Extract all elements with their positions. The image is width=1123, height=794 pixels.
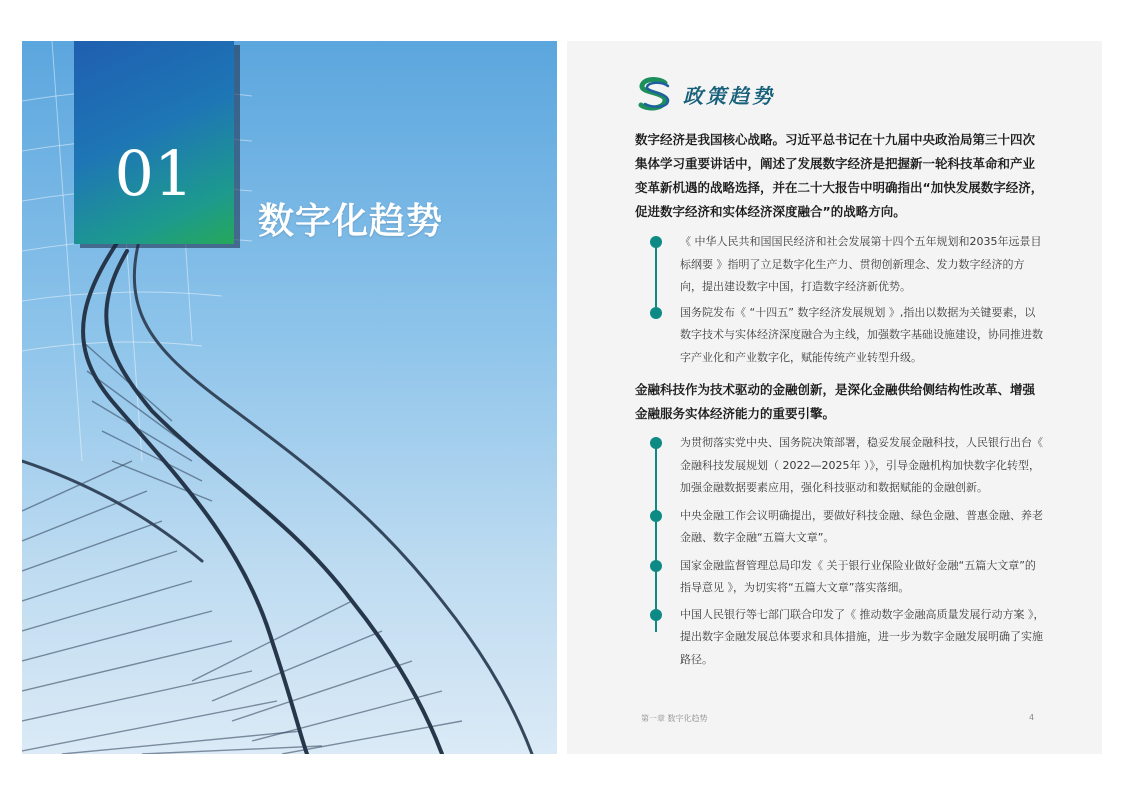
bullet-dot-icon [650, 510, 662, 522]
list-item [650, 555, 1045, 600]
policy-list [650, 231, 1045, 369]
bullet-dot-icon [650, 560, 662, 572]
list-item [650, 302, 1045, 370]
chapter-title: 数字化趋势 [258, 201, 444, 242]
fintech-paragraph: 金融科技作为技术驱动的金融创新，是深化金融供给侧结构性改革、增强金融服务实体经济能力的重要引擎。 [635, 382, 1036, 421]
fintech-list [650, 432, 1045, 671]
list-item [650, 604, 1045, 672]
list-item [650, 231, 1045, 299]
section-header [635, 77, 775, 111]
list-item-text: 《 中华人民共和国国民经济和社会发展第十四个五年规划和2035年远景目标纲要 》指明了立足数字化生产力、贯彻创新理念、发力数字经济的方向，提出建设数字中国，打造数字经济新优势。 [680, 235, 1042, 293]
bank-s-logo-icon [635, 77, 673, 111]
page-number: 4 [1029, 713, 1035, 722]
list-item-text: 为贯彻落实党中央、国务院决策部署，稳妥发展金融科技，人民银行出台《 金融科技发展规划（ 2022—2025年 ）》，引导金融机构加快数字化转型，加强金融数据要素应用，强化科技驱动和数据赋能的金融创新。 [680, 436, 1043, 494]
list-item [650, 505, 1045, 550]
bullet-dot-icon [650, 437, 662, 449]
list-item-text: 国务院发布《 “十四五” 数字经济发展规划 》,指出以数据为关键要素，以数字技术与实体经济深度融合为主线，加强数字基础设施建设，协同推进数字产业化和产业数字化，赋能传统产业转型升级。 [680, 305, 1043, 364]
intro-paragraph: 数字经济是我国核心战略。习近平总书记在十九届中央政治局第三十四次集体学习重要讲话中，阐述了发展数字经济是把握新一轮科技革命和产业变革新机遇的战略选择，并在二十大报告中明确指出“加快发展数字经济，促进数字经济和实体经济深度融合”的战略方向。 [635, 132, 1044, 219]
bullet-dot-icon [650, 236, 662, 248]
chapter-number-box [74, 41, 234, 244]
cover-image-panel [22, 41, 557, 754]
list-item [650, 432, 1045, 500]
bullet-dot-icon [650, 609, 662, 621]
list-item-text: 中央金融工作会议明确提出，要做好科技金融、绿色金融、普惠金融、养老金融、数字金融“五篇大文章”。 [680, 508, 1043, 544]
section-title: 政策趋势 [683, 83, 775, 108]
bullet-dot-icon [650, 307, 662, 319]
list-item-text: 国家金融监督管理总局印发《 关于银行业保险业做好金融“五篇大文章”的指导意见 》，为切实将“五篇大文章”落实落细。 [680, 558, 1036, 594]
footer-chapter: 第一章 数字化趋势 [641, 714, 708, 723]
list-item-text: 中国人民银行等七部门联合印发了《 推动数字金融高质量发展行动方案 》，提出数字金融发展总体要求和具体措施，进一步为数字金融发展明确了实施路径。 [680, 607, 1045, 666]
chapter-number: 01 [114, 137, 194, 210]
content-page [567, 41, 1102, 754]
